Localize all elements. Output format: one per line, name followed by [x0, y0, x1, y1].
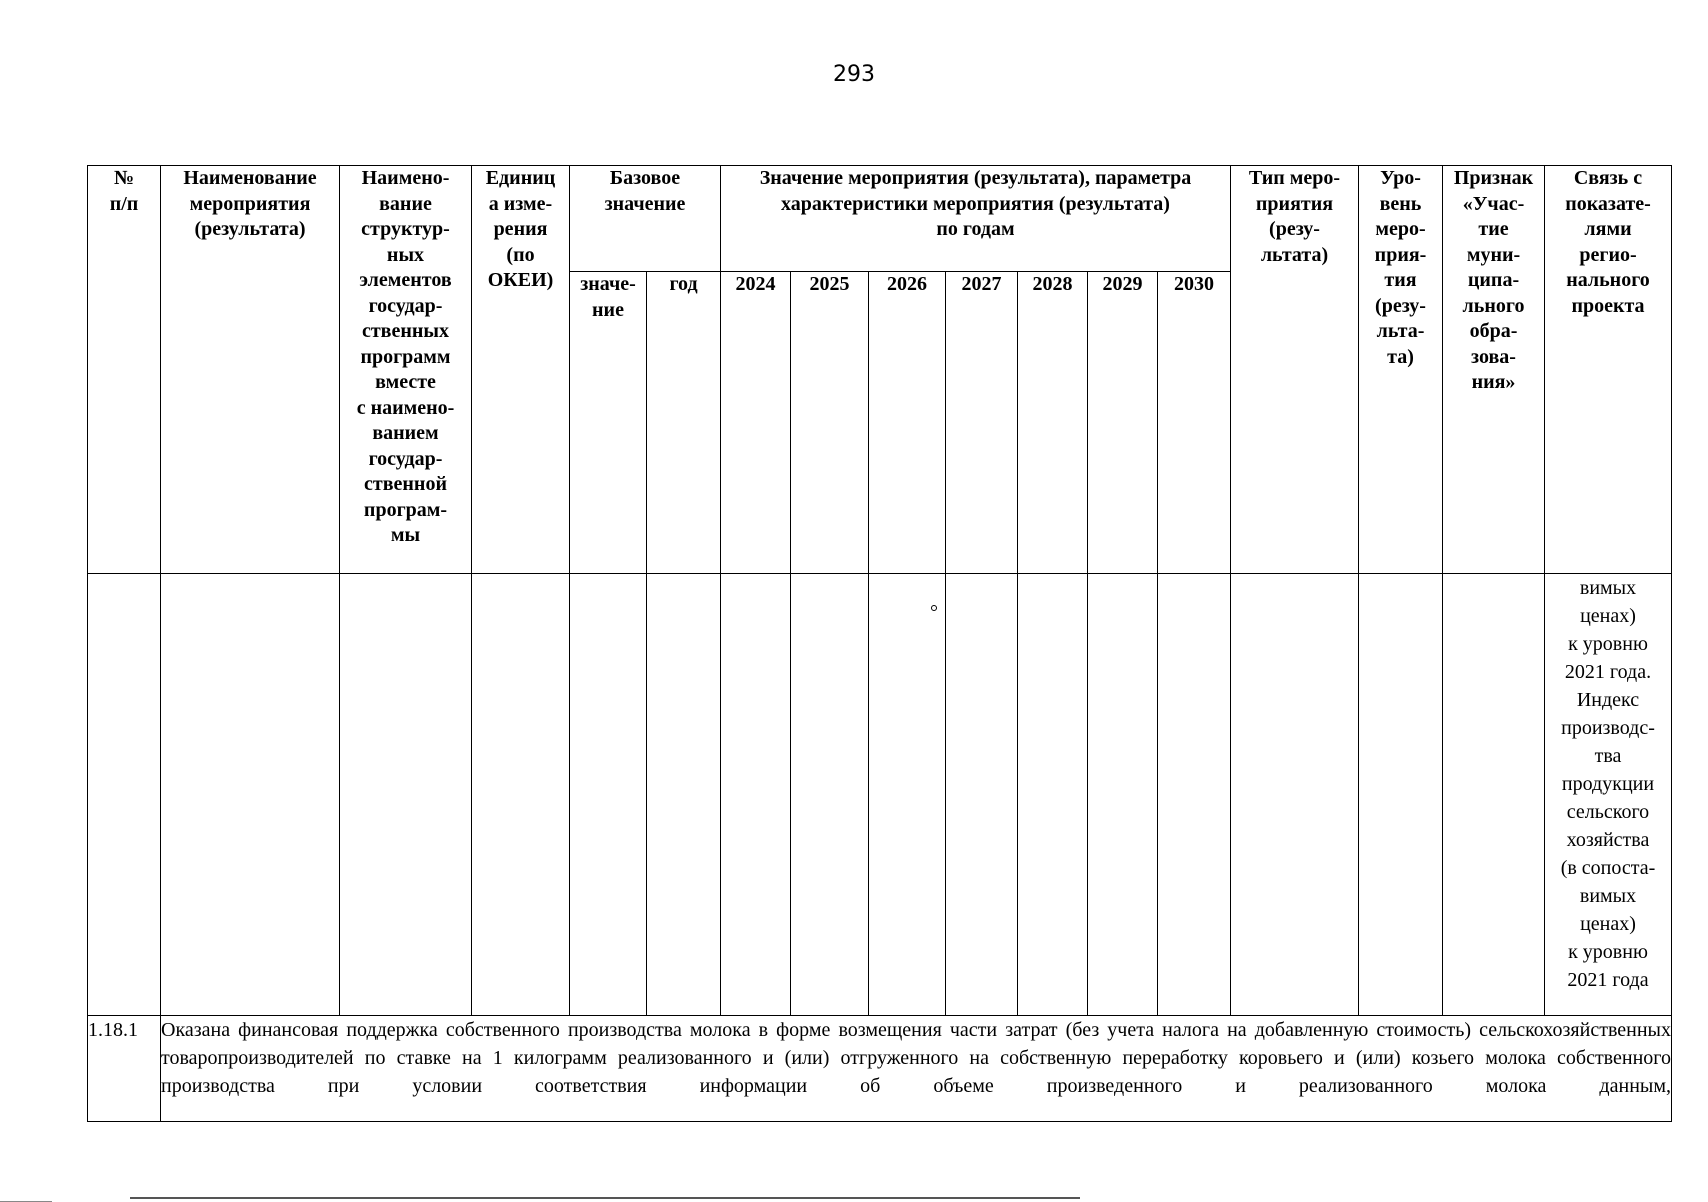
header-number: № п/п	[88, 166, 161, 574]
header-year-2025: 2025	[791, 272, 869, 574]
header-event-level: Уро- вень меро- прия- тия (резу- льта- та)	[1359, 166, 1443, 574]
header-values-by-year: Значение мероприятия (результата), параметра характеристики мероприятия (результата) по годам	[721, 166, 1231, 272]
cont-cell-2025	[791, 574, 869, 1016]
cont-cell-2028	[1018, 574, 1088, 1016]
cont-cell-base-value	[570, 574, 647, 1016]
header-municipal-sign: Признак «Учас- тие муни- ципа- льного обра- зова- ния»	[1443, 166, 1545, 574]
cont-cell-2024	[721, 574, 791, 1016]
header-regional-link: Связь с показате- лями регио- нального проекта	[1545, 166, 1672, 574]
events-table	[87, 165, 1672, 1122]
cont-cell-base-year	[647, 574, 721, 1016]
row-description: Оказана финансовая поддержка собственного производства молока в форме возмещения части затрат (без учета налога на добавленную стоимость) сельскохозяйственных товаропроизводителей по ставке на 1 килограмм реализованного и (или) отгруженного на собственную переработку коровьего и (или) козьего молока собственного производства при условии соответствия информации об объеме произведенного и реализованного молока данным,	[161, 1016, 1672, 1122]
page-number: 293	[833, 62, 875, 87]
header-base-value-value: значе- ние	[570, 272, 647, 574]
header-year-2027: 2027	[946, 272, 1018, 574]
header-year-2030: 2030	[1158, 272, 1231, 574]
header-event-type: Тип меро- приятия (резу- льтата)	[1231, 166, 1359, 574]
cont-cell-2030	[1158, 574, 1231, 1016]
cont-cell-name	[161, 574, 340, 1016]
header-event-name: Наименование мероприятия (результата)	[161, 166, 340, 574]
cont-cell-2026	[869, 574, 946, 1016]
cont-cell-regional-link: вимых ценах) к уровню 2021 года. Индекс производс- тва продукции сельского хозяйства (в сопоста- вимых ценах) к уровню 2021 года	[1545, 574, 1672, 1016]
cont-cell-number	[88, 574, 161, 1016]
cont-cell-struct	[340, 574, 472, 1016]
header-base-value-year: год	[647, 272, 721, 574]
header-unit: Единиц а изме- рения (по ОКЕИ)	[472, 166, 570, 574]
continuation-row	[88, 574, 1672, 1016]
header-row-top	[88, 166, 1672, 272]
cont-cell-2029	[1088, 574, 1158, 1016]
cont-cell-type	[1231, 574, 1359, 1016]
bottom-rule	[130, 1197, 1080, 1199]
cont-cell-2027	[946, 574, 1018, 1016]
header-year-2024: 2024	[721, 272, 791, 574]
header-year-2028: 2028	[1018, 272, 1088, 574]
cont-cell-sign	[1443, 574, 1545, 1016]
header-base-value: Базовое значение	[570, 166, 721, 272]
cont-cell-level	[1359, 574, 1443, 1016]
table-row	[88, 1016, 1672, 1122]
header-year-2029: 2029	[1088, 272, 1158, 574]
header-year-2026: 2026	[869, 272, 946, 574]
header-structural-elements: Наимено- вание структур- ных элементов государ- ственных программ вместе с наимено- ванием государ- ственной програм- мы	[340, 166, 472, 574]
row-number: 1.18.1	[88, 1016, 161, 1122]
cont-cell-unit	[472, 574, 570, 1016]
scan-dot-mark	[931, 605, 937, 611]
